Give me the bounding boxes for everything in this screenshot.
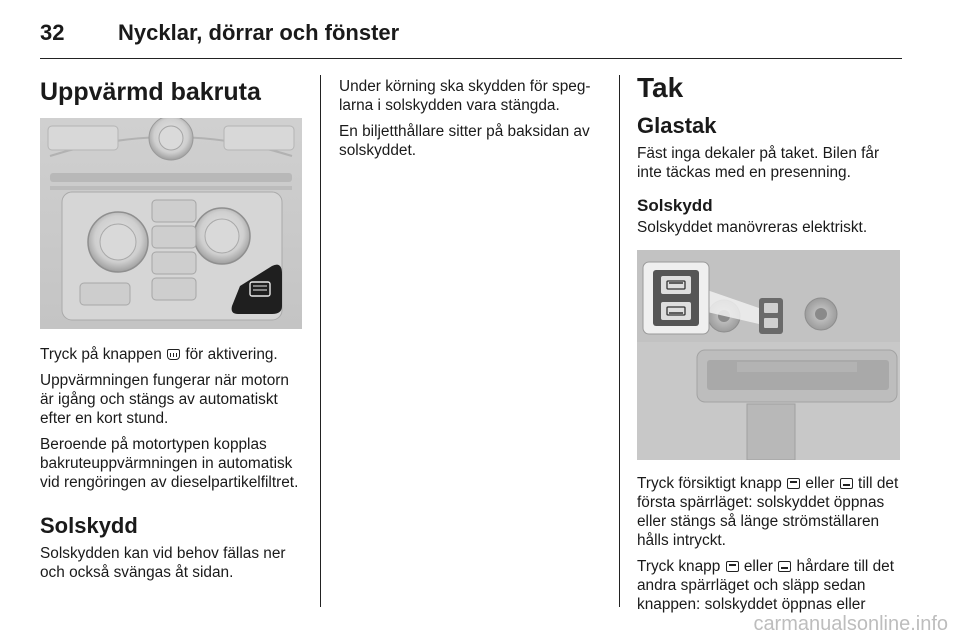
heated-rear-window-icon <box>167 349 180 360</box>
section-heading-sun-visors: Solskydd <box>40 513 138 538</box>
section-heading-roof: Tak <box>637 72 684 103</box>
paragraph-diesel-filter: Beroende på motortypen kopplas bakruteuppvärmningen in automatisk vid rengöringen av dieselpartikelfiltret. <box>40 436 299 491</box>
sunblind-close-icon <box>840 478 853 489</box>
column-left <box>40 70 304 582</box>
section-heading-glass-roof: Glastak <box>637 113 717 138</box>
paragraph-text: till det första spärrläget: solskyddet öppnas eller stängs så länge strömställaren hålls intryckt. <box>637 475 899 549</box>
paragraph-second-stop <box>637 557 902 614</box>
sunblind-open-icon <box>787 478 800 489</box>
paragraph-activation <box>40 345 304 364</box>
column-middle <box>339 70 603 160</box>
sunblind-switch-image <box>637 250 900 460</box>
section-heading-sunblind: Solskydd <box>637 196 713 215</box>
watermark: carmanualsonline.info <box>753 613 948 635</box>
paragraph-text: Tryck på knappen <box>40 346 162 363</box>
paragraph-ticket-holder: En biljetthållare sitter på baksidan av solskyddet. <box>339 123 590 159</box>
sunblind-open-icon <box>726 561 739 572</box>
paragraph-mirror-covers: Under körning ska skydden för speglarna i solskydden vara stängda. <box>339 78 591 114</box>
paragraph-glass-roof: Fäst inga dekaler på taket. Bilen får inte täckas med en presenning. <box>637 145 880 181</box>
paragraph-sun-visors: Solskydden kan vid behov fällas ner och också svängas åt sidan. <box>40 545 286 581</box>
paragraph-text: eller <box>805 475 835 492</box>
paragraph-text: eller <box>743 558 773 575</box>
heated-rear-window-panel-image <box>40 118 302 329</box>
column-right <box>637 70 902 614</box>
paragraph-text: hårdare till det andra spärrläget och släpp sedan knappen: solskyddet öppnas eller <box>637 558 895 613</box>
paragraph-text: Tryck knapp <box>637 558 721 575</box>
column-divider-2 <box>619 75 620 607</box>
paragraph-text: för aktivering. <box>185 346 278 363</box>
sunblind-close-icon <box>778 561 791 572</box>
column-divider-1 <box>320 75 321 607</box>
page-header <box>40 18 902 58</box>
header-divider <box>40 58 902 59</box>
page-number: 32 <box>40 20 65 45</box>
paragraph-sunblind-electric: Solskyddet manövreras elektriskt. <box>637 219 868 236</box>
section-heading-heated-rear-window: Uppvärmd bakruta <box>40 78 261 106</box>
paragraph-text: Tryck försiktigt knapp <box>637 475 782 492</box>
paragraph-operation: Uppvärmningen fungerar när motorn är igång och stängs av automatiskt efter en kort stund. <box>40 372 289 427</box>
chapter-title: Nycklar, dörrar och fönster <box>118 20 400 45</box>
paragraph-first-stop <box>637 474 902 550</box>
